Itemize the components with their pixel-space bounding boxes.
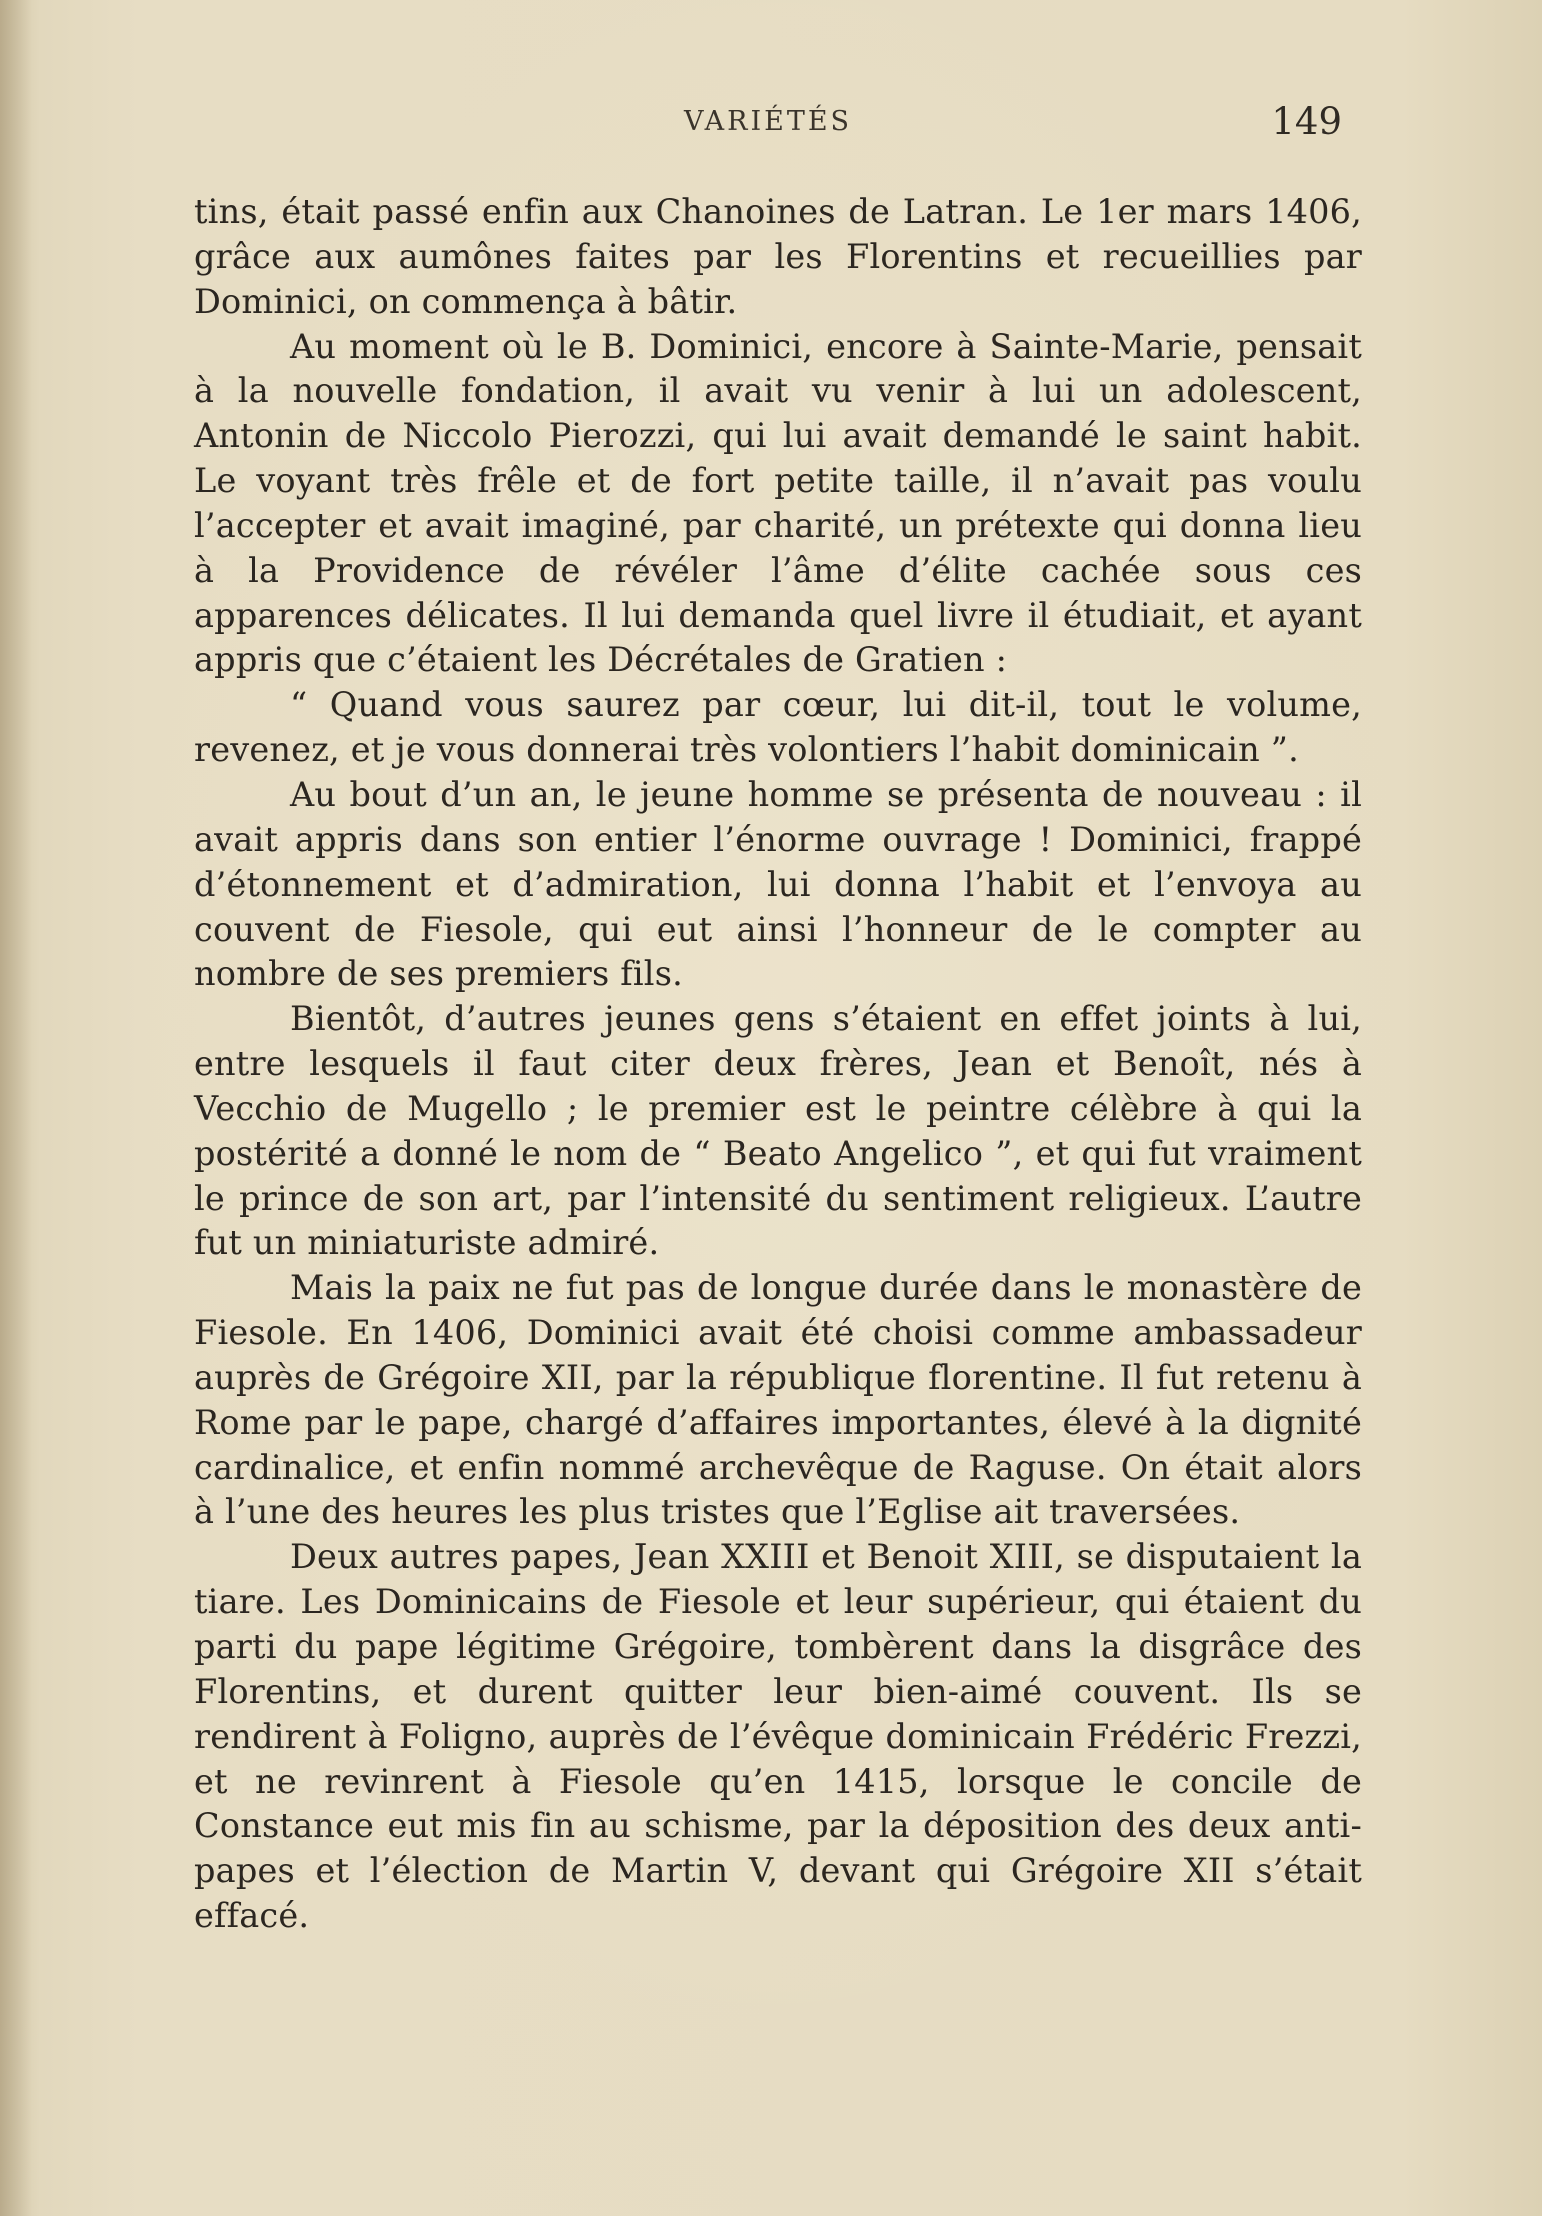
page-header bbox=[194, 100, 1342, 150]
body-text bbox=[194, 190, 1362, 1939]
running-title: VARIÉTÉS bbox=[683, 106, 853, 137]
paragraph-deux-papes: Deux autres papes, Jean XXIII et Benoit XIII, se disputaient la tiare. Les Dominicains de Fiesole et leur supérieur, qui étaient du parti du pape légitime Grégoire, tombèrent dans la disgrâce des Florentins, et durent quitter leur bien-aimé couvent. Ils se rendirent à Foligno, auprès de l’évêque dominicain Frédéric Frezzi, et ne revinrent à Fiesole qu’en 1415, lorsque le concile de Constance eut mis fin au schisme, par la déposition des deux anti-papes et l’élection de Martin V, devant qui Grégoire XII s’était effacé. bbox=[194, 1537, 1362, 1936]
paragraph-antonin: Au moment où le B. Dominici, encore à Sainte-Marie, pensait à la nouvelle fondation, il avait vu venir à lui un adolescent, Antonin de Niccolo Pierozzi, qui lui avait demandé le saint habit. Le voyant très frêle et de fort petite taille, il n’avait pas voulu l’accepter et avait imaginé, par charité, un prétexte qui donna lieu à la Providence de révéler l’âme d’élite cachée sous ces apparences délicates. Il lui demanda quel livre il étudiait, et ayant appris que c’étaient les Décrétales de Gratien : bbox=[194, 326, 1362, 680]
page-gutter-shadow bbox=[0, 0, 32, 2216]
page-number: 149 bbox=[1271, 100, 1342, 143]
paragraph-continuation: tins, était passé enfin aux Chanoines de Latran. Le 1er mars 1406, grâce aux aumônes faites par les Florentins et recueillies par Dominici, on commença à bâtir. bbox=[194, 192, 1362, 321]
paragraph-bout-d-un-an: Au bout d’un an, le jeune homme se présenta de nouveau : il avait appris dans son entier l’énorme ouvrage ! Dominici, frappé d’étonnement et d’admiration, lui donna l’habit et l’envoya au couvent de Fiesole, qui eut ainsi l’honneur de le compter au nombre de ses premiers fils. bbox=[194, 774, 1362, 994]
paragraph-beato-angelico: Bientôt, d’autres jeunes gens s’étaient en effet joints à lui, entre lesquels il faut citer deux frères, Jean et Benoît, nés à Vecchio de Mugello ; le premier est le peintre célèbre à qui la postérité a donné le nom de “ Beato Angelico ”, et qui fut vraiment le prince de son art, par l’intensité du sentiment religieux. L’autre fut un miniaturiste admiré. bbox=[194, 999, 1362, 1263]
paragraph-paix-fiesole: Mais la paix ne fut pas de longue durée dans le monastère de Fiesole. En 1406, Dominici avait été choisi comme ambassadeur auprès de Grégoire XII, par la république florentine. Il fut retenu à Rome par le pape, chargé d’affaires importantes, élevé à la dignité cardinalice, et enfin nommé archevêque de Raguse. On était alors à l’une des heures les plus tristes que l’Eglise ait traversées. bbox=[194, 1268, 1362, 1532]
paragraph-quote: “ Quand vous saurez par cœur, lui dit-il, tout le volume, revenez, et je vous donnerai très volontiers l’habit dominicain ”. bbox=[194, 685, 1362, 770]
